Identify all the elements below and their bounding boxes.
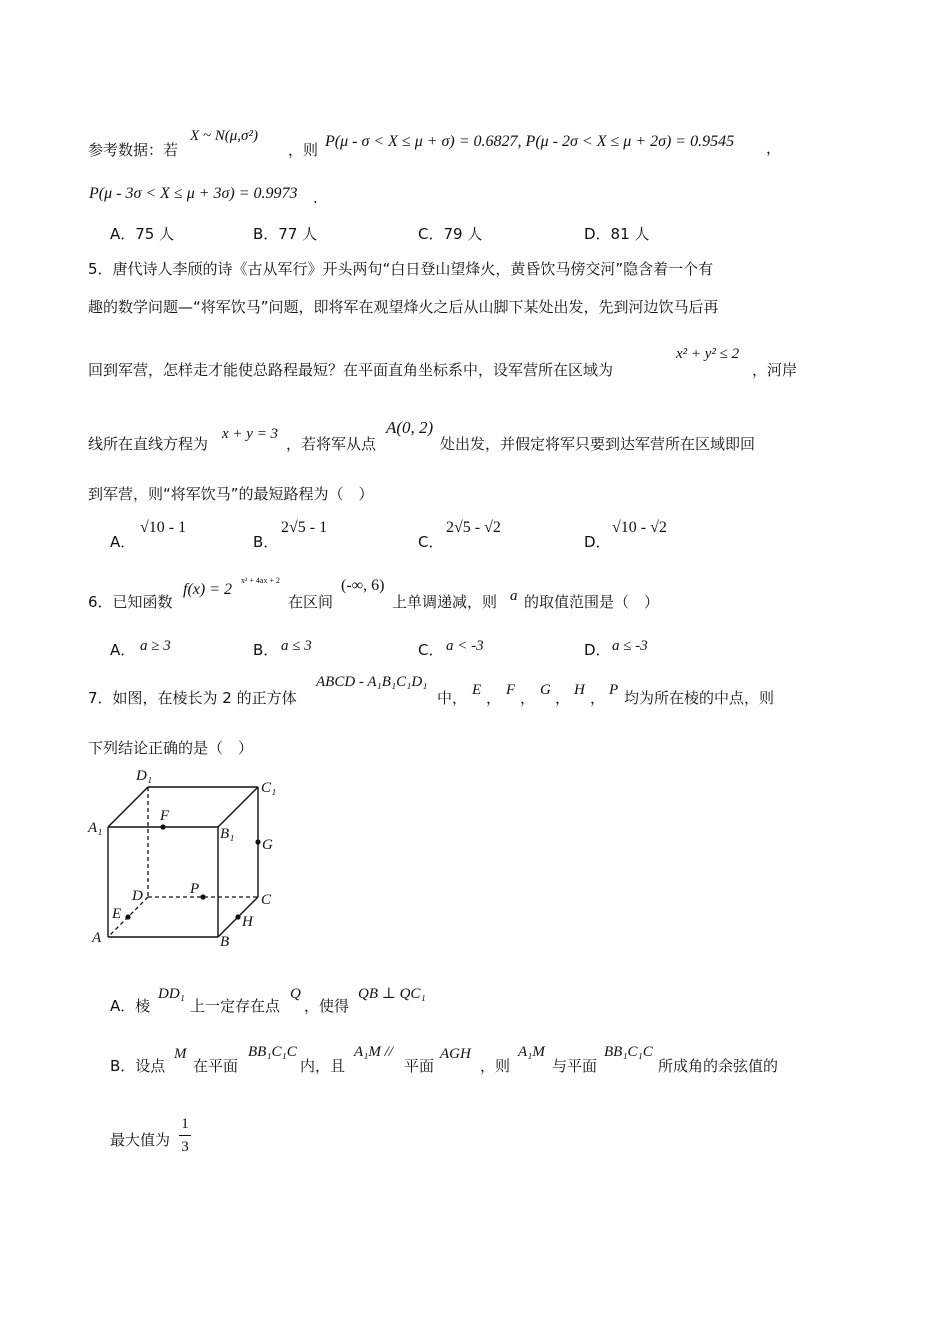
q6-answer-d: a ≤ -3 <box>612 638 648 654</box>
q7-option-a-mid: 上一定存在点 <box>190 997 281 1015</box>
cube-figure <box>80 760 300 960</box>
q5-line-5: 到军营，则“将军饮马”的最短路程为（ ） <box>88 485 374 503</box>
q7-option-b-then: ，则 <box>480 1057 511 1075</box>
q7-stem-in: 中， <box>437 689 468 707</box>
q6-interval: (-∞, 6) <box>341 577 385 594</box>
q5-line-4: 线所在直线方程为 <box>88 435 209 453</box>
fraction-denominator: 3 <box>181 1139 189 1155</box>
q7-option-b-with-plane: 与平面 <box>552 1057 598 1075</box>
label-f: F <box>160 808 170 824</box>
ref-distribution: X ~ N(μ,σ²) <box>190 128 258 144</box>
ref-period: . <box>313 189 318 207</box>
label-p: P <box>190 881 200 897</box>
q7-point-h: H <box>574 682 585 698</box>
fraction-numerator: 1 <box>181 1116 189 1132</box>
label-c1: C₁ <box>261 780 277 796</box>
q7-point-p: P <box>609 682 619 698</box>
q6-stem-interval-label: 在区间 <box>288 593 334 611</box>
label-g: G <box>262 837 273 853</box>
q7-option-a-start: A．棱 <box>110 997 151 1015</box>
q7-sep-1: ， <box>486 689 502 707</box>
q7-stem-end: 均为所在棱的中点，则 <box>624 689 775 707</box>
label-d1: D₁ <box>136 768 153 784</box>
label-d: D <box>132 888 143 904</box>
q7-option-b-plane-1: BB₁C₁C <box>248 1044 297 1060</box>
q7-sep-2: ， <box>520 689 536 707</box>
label-a1: A₁ <box>88 820 103 836</box>
q7-point-g: G <box>540 682 551 698</box>
q6-label-a: A． <box>110 641 136 659</box>
label-e: E <box>112 906 122 922</box>
q6-label-c: C． <box>418 641 444 659</box>
q5-line-3: 回到军营，怎样走才能使总路程最短？在平面直角坐标系中，设军营所在区域为 <box>88 361 614 379</box>
q6-stem-end: 的取值范围是（ ） <box>524 593 660 611</box>
q7-option-a-such: ，使得 <box>304 997 350 1015</box>
q5-point: A(0, 2) <box>386 418 434 437</box>
q6-answer-a: a ≥ 3 <box>140 638 171 654</box>
q7-point-f: F <box>506 682 516 698</box>
q7-option-b-in-plane: 在平面 <box>193 1057 239 1075</box>
label-b1: B₁ <box>220 826 235 842</box>
point-e-dot <box>125 914 130 919</box>
point-g-dot <box>255 839 260 844</box>
q5-answer-d: √10 - √2 <box>612 519 667 536</box>
q7-option-a-relation: QB ⊥ QC₁ <box>358 986 426 1002</box>
ref-comma: ， <box>766 139 782 157</box>
q4-option-c: C．79 人 <box>418 225 483 243</box>
q7-option-a-q: Q <box>290 986 301 1002</box>
q6-answer-b: a ≤ 3 <box>281 638 312 654</box>
point-p-dot <box>200 894 205 899</box>
ref-equation-2: P(μ - 3σ < X ≤ μ + 3σ) = 0.9973 <box>89 185 298 202</box>
q6-function: f(x) = 2 <box>183 581 232 598</box>
label-h: H <box>242 914 253 930</box>
q6-exponent: x² + 4ax + 2 <box>241 576 280 585</box>
q5-line-4-mid: ，若将军从点 <box>286 435 377 453</box>
q5-label-a: A． <box>110 533 136 551</box>
q5-label-b: B． <box>253 533 279 551</box>
q4-option-b: B．77 人 <box>253 225 318 243</box>
q5-line-3-end: ，河岸 <box>752 361 798 379</box>
q5-line-equation: x + y = 3 <box>222 426 279 442</box>
edge-a1d1 <box>108 787 148 827</box>
q7-option-b-m: M <box>174 1046 187 1062</box>
q5-line-1: 5．唐代诗人李颀的诗《古从军行》开头两句“白日登山望烽火，黄昏饮马傍交河”隐含着一个有 <box>88 260 714 278</box>
q7-sep-3: ， <box>555 689 571 707</box>
q4-option-d: D．81 人 <box>584 225 650 243</box>
q7-point-e: E <box>472 682 482 698</box>
q5-region: x² + y² ≤ 2 <box>676 346 740 362</box>
fraction-bar <box>179 1135 191 1136</box>
q5-line-4-end: 处出发，并假定将军只要到达军营所在区域即回 <box>440 435 756 453</box>
ref-then: ，则 <box>288 141 319 159</box>
q7-option-b-plane-2: AGH <box>440 1046 471 1062</box>
q6-stem-mid: 上单调递减，则 <box>392 593 498 611</box>
q7-sep-4: ， <box>590 689 606 707</box>
q5-answer-c: 2√5 - √2 <box>446 519 501 536</box>
q7-option-b-parallel: A₁M // <box>354 1044 393 1060</box>
point-h-dot <box>235 914 240 919</box>
q5-answer-a: √10 - 1 <box>140 519 187 536</box>
ref-equation-1: P(μ - σ < X ≤ μ + σ) = 0.6827, P(μ - 2σ < X ≤ μ + 2σ) = 0.9545 <box>325 133 735 150</box>
label-b: B <box>220 934 230 950</box>
q7-option-b-inside: 内，且 <box>300 1057 346 1075</box>
q7-option-b-angle: 所成角的余弦值的 <box>658 1057 779 1075</box>
q7-stem-start: 7．如图，在棱长为 2 的正方体 <box>88 689 297 707</box>
q6-label-d: D． <box>584 641 611 659</box>
q7-option-b-plane-3: BB₁C₁C <box>604 1044 653 1060</box>
q4-option-a: A．75 人 <box>110 225 175 243</box>
q7-option-b-segment: A₁M <box>518 1044 545 1060</box>
q7-line-2: 下列结论正确的是（ ） <box>88 739 254 757</box>
q5-label-c: C． <box>418 533 444 551</box>
q7-option-b-plane-word: 平面 <box>404 1057 435 1075</box>
label-a: A <box>92 930 102 946</box>
q7-option-a-edge: DD₁ <box>158 986 185 1002</box>
q6-answer-c: a < -3 <box>446 638 484 654</box>
q7-option-b-start: B．设点 <box>110 1057 166 1075</box>
q5-answer-b: 2√5 - 1 <box>281 519 328 536</box>
q6-label-b: B． <box>253 641 279 659</box>
q6-variable: a <box>510 588 518 604</box>
edge-b1c1 <box>218 787 258 827</box>
point-f-dot <box>160 824 165 829</box>
ref-label: 参考数据：若 <box>88 141 179 159</box>
q6-stem-start: 6．已知函数 <box>88 593 173 611</box>
label-c: C <box>261 892 272 908</box>
q5-line-2: 趣的数学问题—“将军饮马”问题，即将军在观望烽火之后从山脚下某处出发，先到河边饮马后再 <box>88 298 719 316</box>
q7-cube: ABCD - A₁B₁C₁D₁ <box>316 674 428 690</box>
q5-label-d: D． <box>584 533 611 551</box>
q7-option-b-max: 最大值为 <box>110 1131 171 1149</box>
